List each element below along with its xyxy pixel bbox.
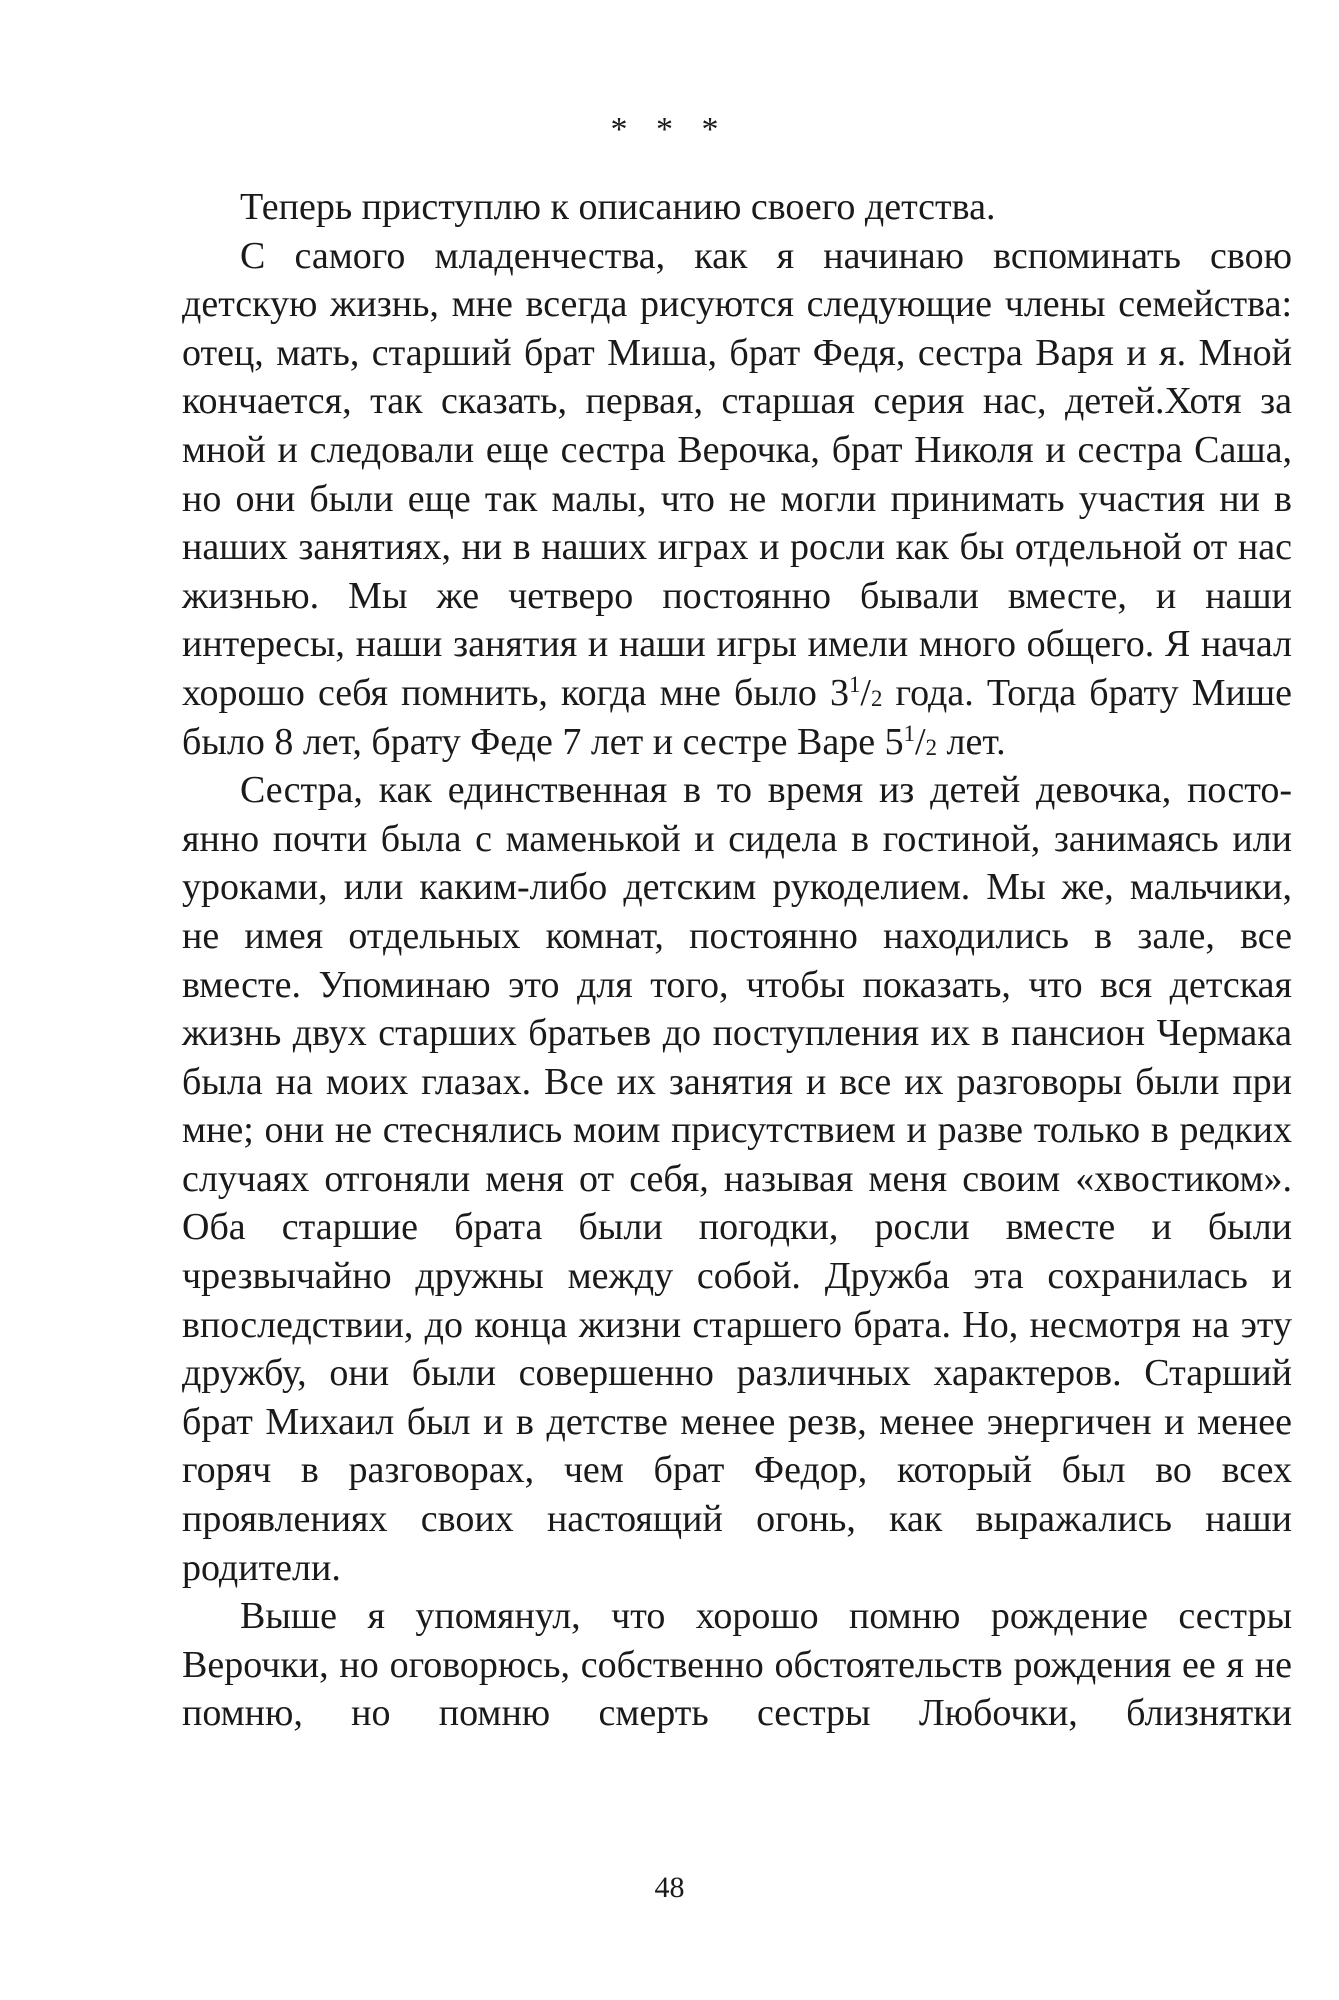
page-number: 48 [654,1871,685,1904]
section-separator: * * * [610,111,729,148]
paragraph-1: Теперь приступлю к описанию своего детства. [240,186,996,228]
paragraph-2-part-2: года. Тогда брату Мише было 8 лет, брату Феде 7 лет и сестре Варе [182,671,1292,763]
paragraph-3: Сестра, как единственная в то время из детей девочка, постоянно почти была с маменькой и сидела в гостиной, занимаясь или уроками, или каким-либо детским рукоделием. Мы же, мальчики, не имея отдельных комнат, постоянно находились в зале, все вместе. Упоминаю это для того, чтобы показать, что вся детская жизнь двух старших братьев до поступления их в пансион Чермака была на моих глазах. Все их занятия и все их разговоры были при мне; они не стеснялись моим присутствием и разве только в редких случаях отгоняли меня от себя, называя меня своим «хвостиком». Оба старшие брата были погодки, росли вместе и были чрезвычайно дружны между собой. Дружба эта сохранилась и впоследствии, до конца жизни старшего брата. Но, несмотря на эту дружбу, они были совершенно различных характеров. Старший брат Михаил был и в детстве менее резв, менее энергичен и менее горяч в разговорах, чем брат Федор, который был во всех проявлениях своих настоящий огонь, как выражались наши родители. [182,769,1292,1589]
fraction-2-denominator: 2 [925,734,937,760]
paragraph-2-part-3: лет. [937,720,1006,763]
fraction-1-denominator: 2 [870,686,883,712]
fraction-1-numerator: 1 [848,672,861,698]
fraction-2-numerator: 1 [903,721,916,746]
body-text [182,183,1292,1738]
paragraph-4: Выше я упомянул, что хорошо помню рождение сестры Верочки, но оговорюсь, собственно обстоятельств рождения ее я не помню, но помню смерть сестры Любочки, близнятки [182,1595,1292,1735]
fraction-three-and-half: $3^1/_2$ [829,671,883,714]
fraction-five-and-half: $5^1/_2$ [884,720,937,763]
paragraph-2-part-1: С самого младенчества, как я начинаю вспоминать свою детскую жизнь, мне всегда рисуются следующие члены семейства: отец, мать, старший брат Миша, брат Федя, сестра Варя и я. Мной кончается, так сказать, первая, старшая серия нас, детей.Хотя за мной и следовали еще сестра Верочка, брат Николя и сестра Саша, но они были еще так малы, что не могли принимать участия ни в наших занятиях, ни в наших играх и росли как бы отдельной от нас жизнью. Мы же четверо постоянно бывали вместе, и наши интересы, наши занятия и наши игры имели много общего. Я начал хорошо себя помнить, когда мне было [182,234,1292,714]
fraction-2-whole: 5 [884,720,904,763]
fraction-1-whole: 3 [829,671,849,714]
paragraph-2 [182,232,1292,767]
